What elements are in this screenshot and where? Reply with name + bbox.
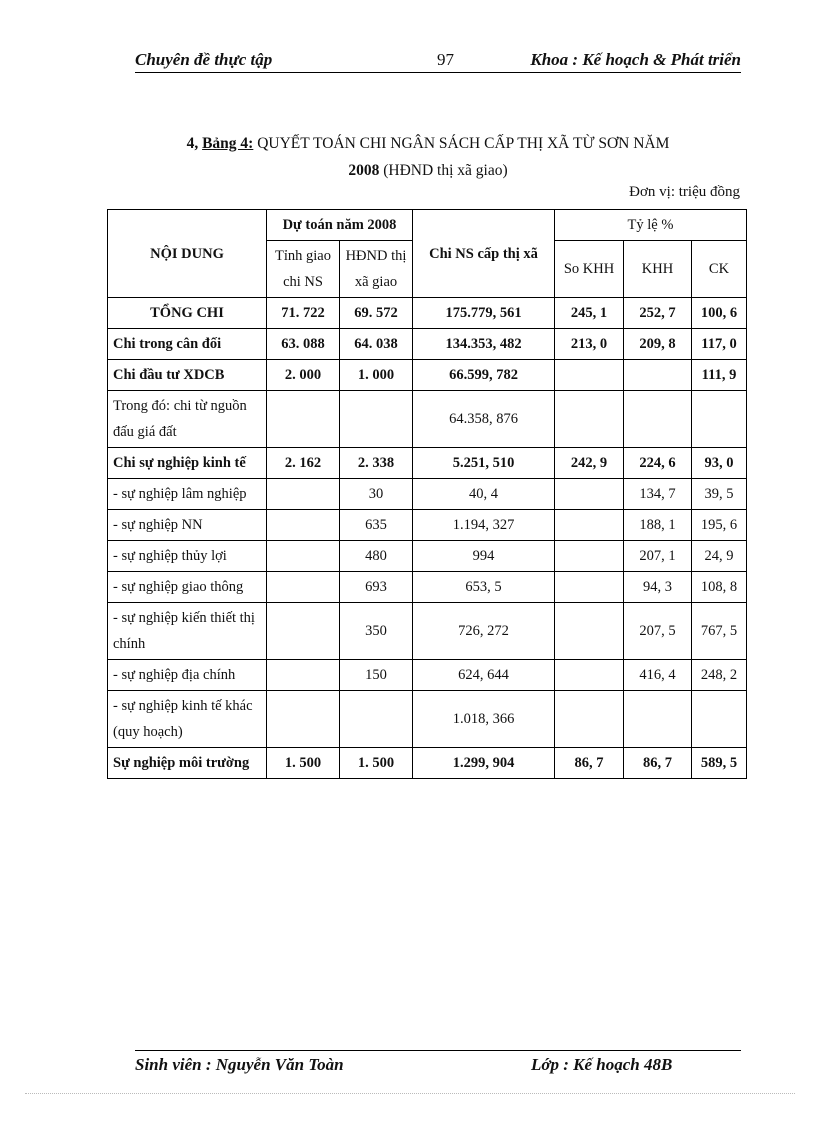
cell-plan: 207, 1 [624,541,692,572]
cell-ck: 39, 5 [692,479,747,510]
cell-ck: 589, 5 [692,748,747,779]
cell-council: 30 [340,479,413,510]
cell-spent: 653, 5 [413,572,555,603]
cell-province [267,572,340,603]
col-plan: KHH [624,241,692,298]
cell-ck: 195, 6 [692,510,747,541]
cell-spent: 66.599, 782 [413,360,555,391]
cell-council [340,391,413,448]
cell-plan [624,360,692,391]
cell-province: 2. 162 [267,448,340,479]
table-row [108,510,747,541]
cell-spent: 994 [413,541,555,572]
cell-province: 1. 500 [267,748,340,779]
cell-vs-plan: 86, 7 [555,748,624,779]
cell-province [267,391,340,448]
footer-class: Lớp : Kế hoạch 48B [531,1055,673,1074]
cell-spent: 726, 272 [413,603,555,660]
row-name: Chi sự nghiệp kinh tế [108,448,267,479]
cell-vs-plan: 242, 9 [555,448,624,479]
row-name: Sự nghiệp môi trường [108,748,267,779]
table-row [108,391,747,448]
cell-council: 69. 572 [340,298,413,329]
table-row [108,329,747,360]
cell-ck: 108, 8 [692,572,747,603]
cell-spent: 134.353, 482 [413,329,555,360]
cell-ck: 100, 6 [692,298,747,329]
table-row [108,603,747,660]
cell-plan: 134, 7 [624,479,692,510]
cell-vs-plan [555,541,624,572]
title-prefix: 4, [186,135,199,152]
cell-ck: 248, 2 [692,660,747,691]
cell-plan [624,391,692,448]
cell-vs-plan [555,572,624,603]
table-row [108,691,747,748]
cell-council: 1. 500 [340,748,413,779]
cell-plan: 224, 6 [624,448,692,479]
cell-vs-plan [555,391,624,448]
table-row [108,360,747,391]
page-header [135,48,741,73]
cell-ck [692,691,747,748]
header-subject: Chuyên đề thực tập [135,50,273,69]
col-province: Tỉnh giao chi NS [267,241,340,298]
cell-ck: 111, 9 [692,360,747,391]
cell-province: 2. 000 [267,360,340,391]
cell-plan: 209, 8 [624,329,692,360]
cell-spent: 175.779, 561 [413,298,555,329]
table-row [108,572,747,603]
cell-spent: 624, 644 [413,660,555,691]
cell-vs-plan [555,660,624,691]
cell-vs-plan: 213, 0 [555,329,624,360]
row-name: Chi đầu tư XDCB [108,360,267,391]
cell-vs-plan [555,510,624,541]
cell-vs-plan [555,603,624,660]
title-note: (HĐND thị xã giao) [383,162,508,179]
cell-vs-plan [555,360,624,391]
cell-plan: 86, 7 [624,748,692,779]
cell-vs-plan: 245, 1 [555,298,624,329]
cell-province: 71. 722 [267,298,340,329]
footer-student: Sinh viên : Nguyễn Văn Toàn [135,1055,344,1074]
cell-council: 64. 038 [340,329,413,360]
cell-province [267,603,340,660]
row-name: - sự nghiệp kinh tế khác (quy hoạch) [108,691,267,748]
cell-plan [624,691,692,748]
cell-ck: 24, 9 [692,541,747,572]
cell-council: 1. 000 [340,360,413,391]
cell-province: 63. 088 [267,329,340,360]
cell-ck: 93, 0 [692,448,747,479]
cell-ck [692,391,747,448]
page-edge-divider [25,1093,795,1094]
cell-province [267,479,340,510]
cell-council: 693 [340,572,413,603]
table-row [108,748,747,779]
cell-council: 635 [340,510,413,541]
cell-spent: 5.251, 510 [413,448,555,479]
row-name: Trong đó: chi từ nguồn đấu giá đất [108,391,267,448]
cell-plan: 252, 7 [624,298,692,329]
cell-province [267,691,340,748]
row-name: - sự nghiệp giao thông [108,572,267,603]
cell-council: 480 [340,541,413,572]
cell-vs-plan [555,479,624,510]
title-line1: QUYẾT TOÁN CHI NGÂN SÁCH CẤP THỊ XÃ TỪ SƠN NĂM [257,135,670,152]
table-row [108,298,747,329]
col-council: HĐND thị xã giao [340,241,413,298]
row-name: - sự nghiệp thủy lợi [108,541,267,572]
page-number: 97 [437,50,454,69]
unit-label: Đơn vị: triệu đồng [629,184,740,200]
table-row [108,448,747,479]
title-year: 2008 [348,162,380,179]
cell-plan: 94, 3 [624,572,692,603]
page-footer [135,1050,741,1074]
cell-spent: 64.358, 876 [413,391,555,448]
cell-plan: 207, 5 [624,603,692,660]
row-name: TỔNG CHI [108,298,267,329]
cell-ck: 767, 5 [692,603,747,660]
col-content: NỘI DUNG [108,210,267,298]
row-name: - sự nghiệp NN [108,510,267,541]
cell-ck: 117, 0 [692,329,747,360]
col-ratio: Tỷ lệ % [555,210,747,241]
budget-table [107,209,747,779]
table-title [108,130,748,184]
cell-spent: 1.299, 904 [413,748,555,779]
cell-council [340,691,413,748]
cell-council: 150 [340,660,413,691]
cell-council: 2. 338 [340,448,413,479]
col-vs-plan: So KHH [555,241,624,298]
cell-province [267,510,340,541]
table-row [108,660,747,691]
col-ck: CK [692,241,747,298]
table-row [108,479,747,510]
table-row [108,541,747,572]
header-faculty: Khoa : Kế hoạch & Phát triển [530,50,741,69]
col-spent: Chi NS cấp thị xã [413,210,555,298]
cell-spent: 1.194, 327 [413,510,555,541]
cell-plan: 416, 4 [624,660,692,691]
cell-spent: 40, 4 [413,479,555,510]
row-name: Chi trong cân đối [108,329,267,360]
cell-province [267,660,340,691]
cell-province [267,541,340,572]
row-name: - sự nghiệp địa chính [108,660,267,691]
title-label: Bảng 4: [202,135,254,152]
row-name: - sự nghiệp kiến thiết thị chính [108,603,267,660]
col-estimate: Dự toán năm 2008 [267,210,413,241]
cell-council: 350 [340,603,413,660]
cell-vs-plan [555,691,624,748]
cell-spent: 1.018, 366 [413,691,555,748]
cell-plan: 188, 1 [624,510,692,541]
row-name: - sự nghiệp lâm nghiệp [108,479,267,510]
